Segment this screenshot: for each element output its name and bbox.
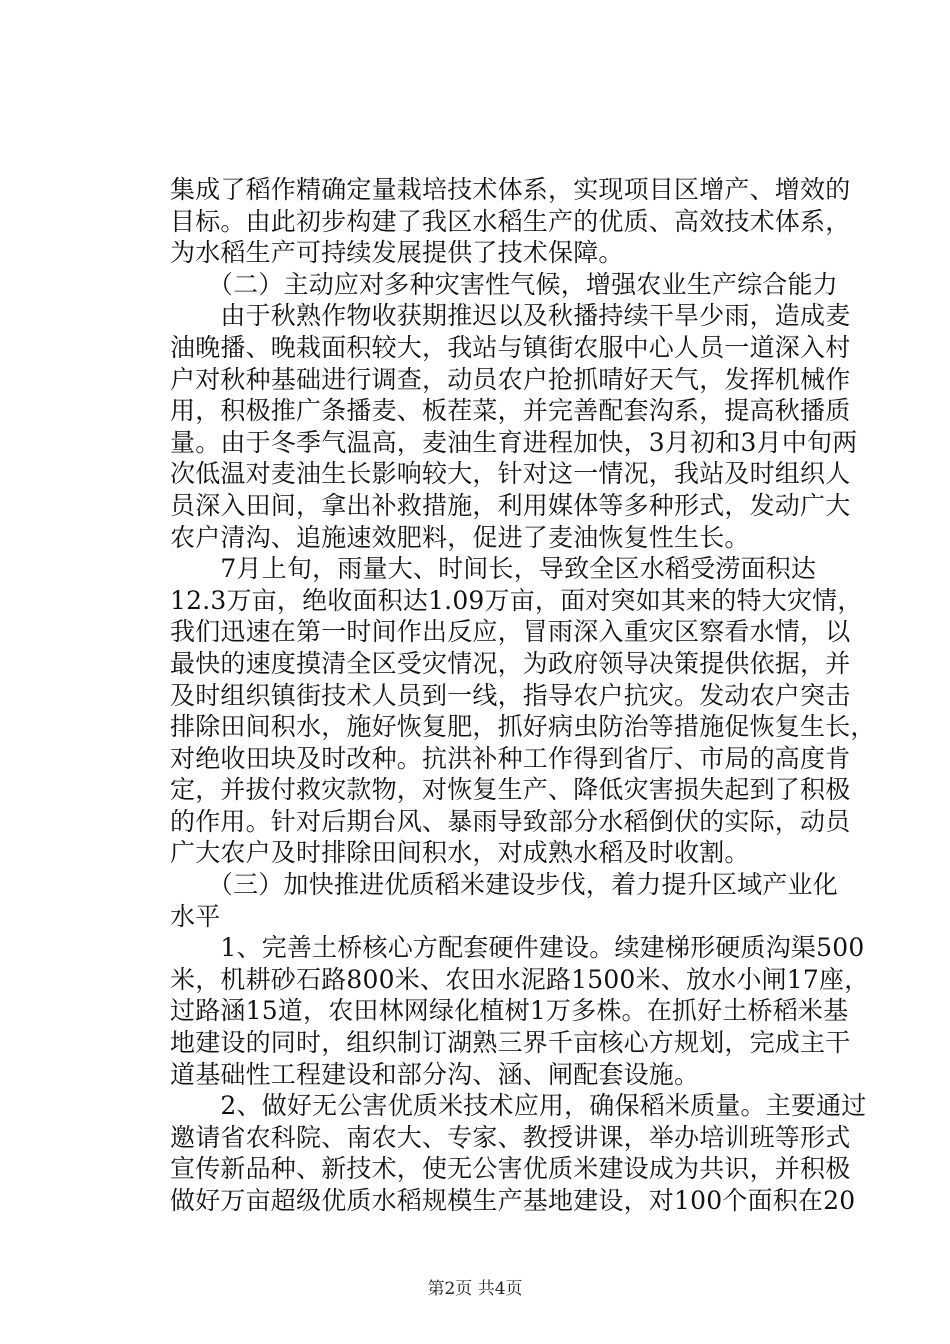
text-line: 为水稻生产可持续发展提供了技术保障。	[170, 238, 624, 268]
page-footer	[0, 1274, 950, 1299]
text-line: 户对秋种基础进行调查，动员农户抢抓晴好天气，发挥机械作	[170, 364, 851, 394]
text-line: 2、做好无公害优质米技术应用，确保稻米质量。主要通过	[170, 1091, 867, 1121]
text-line: 及时组织镇街技术人员到一线，指导农户抗灾。发动农户突击	[170, 680, 851, 710]
text-line: 水平	[170, 901, 221, 931]
text-line: 员深入田间，拿出补救措施，利用媒体等多种形式，发动广大	[170, 490, 851, 520]
text-line: 目标。由此初步构建了我区水稻生产的优质、高效技术体系，	[170, 206, 851, 236]
text-line: 宣传新品种、新技术，使无公害优质米建设成为共识，并积极	[170, 1154, 851, 1184]
document-body	[170, 174, 876, 1217]
text-line: 农户清沟、追施速效肥料，促进了麦油恢复性生长。	[170, 522, 750, 552]
text-line: 米，机耕砂石路800米、农田水泥路1500米、放水小闸17座，	[170, 964, 870, 994]
text-line: 做好万亩超级优质水稻规模生产基地建设，对100个面积在20	[170, 1186, 856, 1215]
text-line: 集成了稻作精确定量栽培技术体系，实现项目区增产、增效的	[170, 175, 851, 204]
text-line: 1、完善土桥核心方配套硬件建设。续建梯形硬质沟渠500	[170, 933, 865, 963]
text-line: 排除田间积水，施好恢复肥，抓好病虫防治等措施促恢复生长，	[170, 712, 876, 742]
text-line: （三）加快推进优质稻米建设步伐，着力提升区域产业化	[170, 870, 838, 900]
text-line: （二）主动应对多种灾害性气候，增强农业生产综合能力	[170, 269, 838, 299]
text-line: 由于秋熟作物收获期推迟以及秋播持续干旱少雨，造成麦	[170, 301, 851, 331]
text-line: 最快的速度摸清全区受灾情况，为政府领导决策提供依据，并	[170, 648, 851, 678]
text-line: 油晚播、晚栽面积较大，我站与镇街农服中心人员一道深入村	[170, 332, 851, 362]
text-line: 次低温对麦油生长影响较大，针对这一情况，我站及时组织人	[170, 459, 851, 489]
text-line: 过路涵15道，农田林网绿化植树1万多株。在抓好土桥稻米基	[170, 996, 849, 1026]
text-line: 7月上旬，雨量大、时间长，导致全区水稻受涝面积达	[170, 554, 817, 584]
text-line: 定，并拔付救灾款物，对恢复生产、降低灾害损失起到了积极	[170, 775, 851, 805]
page-number-label: 第2页 共4页	[427, 1279, 523, 1299]
text-line: 广大农户及时排除田间积水，对成熟水稻及时收割。	[170, 838, 750, 868]
text-line: 地建设的同时，组织制订湖熟三界千亩核心方规划，完成主干	[170, 1028, 851, 1058]
text-line: 12.3万亩，绝收面积达1.09万亩，面对突如其来的特大灾情，	[170, 585, 863, 615]
text-line: 对绝收田块及时改种。抗洪补种工作得到省厅、市局的高度肯	[170, 743, 851, 773]
text-line: 的作用。针对后期台风、暴雨导致部分水稻倒伏的实际，动员	[170, 806, 851, 836]
text-line: 邀请省农科院、南农大、专家、教授讲课，举办培训班等形式	[170, 1122, 851, 1152]
text-line: 用，积极推广条播麦、板茬菜，并完善配套沟系，提高秋播质	[170, 396, 851, 426]
text-line: 道基础性工程建设和部分沟、涵、闸配套设施。	[170, 1059, 700, 1089]
text-line: 量。由于冬季气温高，麦油生育进程加快，3月初和3月中旬两	[170, 427, 858, 457]
text-line: 我们迅速在第一时间作出反应，冒雨深入重灾区察看水情，以	[170, 617, 851, 647]
